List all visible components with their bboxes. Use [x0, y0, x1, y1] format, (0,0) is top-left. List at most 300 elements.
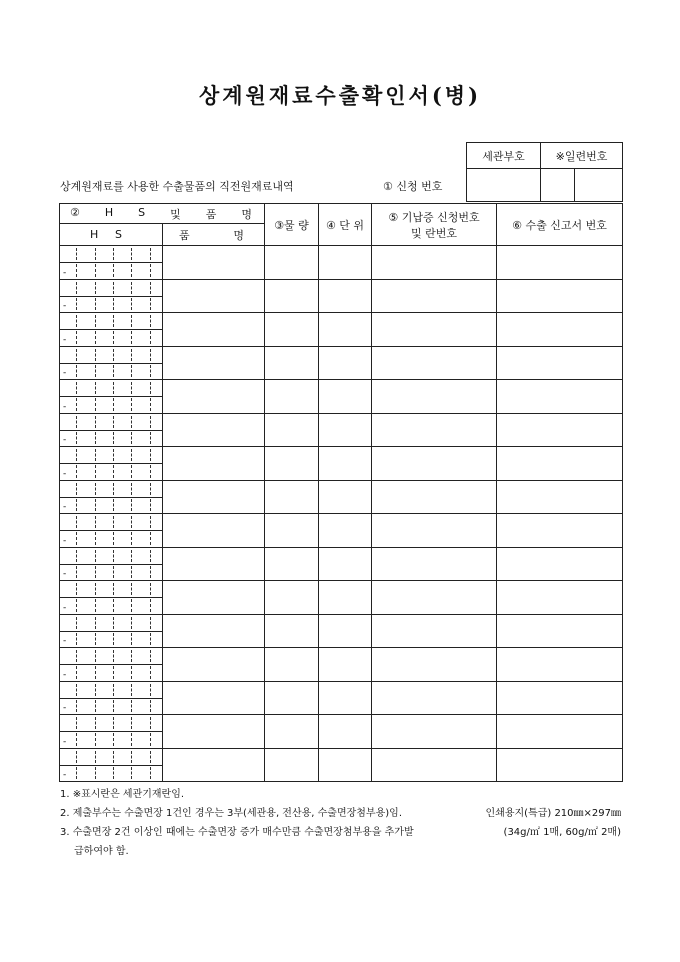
hs-digit-divider [131, 516, 132, 528]
quantity-cell[interactable] [265, 346, 319, 380]
item-name-cell[interactable] [163, 547, 265, 581]
refund-number-cell[interactable] [372, 547, 497, 581]
header-text: 명 [233, 228, 244, 242]
unit-cell[interactable] [319, 614, 372, 648]
refund-number-cell[interactable] [372, 614, 497, 648]
hs-digit-divider [150, 298, 151, 310]
hs-digit-divider [95, 365, 96, 377]
item-name-cell[interactable] [163, 380, 265, 414]
quantity-cell[interactable] [265, 748, 319, 782]
table-row [60, 681, 623, 715]
hs-digit-divider [95, 550, 96, 562]
item-name-cell[interactable] [163, 614, 265, 648]
hs-minus-sign: - [63, 770, 67, 780]
hs-digit-divider [150, 684, 151, 696]
hs-digit-divider [113, 566, 114, 578]
quantity-cell[interactable] [265, 715, 319, 749]
hs-digit-divider [131, 617, 132, 629]
hs-minus-sign: - [63, 736, 67, 747]
hs-digit-divider [76, 432, 77, 444]
item-name-cell[interactable] [163, 514, 265, 548]
hs-code-upper [60, 447, 162, 464]
hs-code-lower [60, 296, 162, 312]
header-text: ② [70, 205, 80, 219]
hs-digit-divider [131, 650, 132, 662]
quantity-cell[interactable] [265, 648, 319, 682]
hs-code-cell[interactable] [60, 748, 163, 782]
hs-digit-divider [95, 633, 96, 645]
unit-cell[interactable] [319, 748, 372, 782]
table-row [60, 413, 623, 447]
hs-digit-divider [76, 599, 77, 611]
refund-number-cell[interactable] [372, 581, 497, 615]
header-text: S [115, 228, 122, 241]
quantity-cell[interactable] [265, 413, 319, 447]
quantity-cell[interactable] [265, 614, 319, 648]
hs-code-cell[interactable] [60, 447, 163, 481]
hs-digit-divider [113, 617, 114, 629]
hs-code-lower [60, 463, 162, 479]
hs-digit-divider [150, 483, 151, 495]
header-text: 품 [205, 207, 217, 221]
hs-digit-divider [113, 315, 114, 327]
application-number-label: ① 신청 번호 [383, 180, 443, 193]
hs-digit-divider [113, 449, 114, 461]
table-row [60, 447, 623, 481]
hs-digit-divider [150, 617, 151, 629]
unit-cell[interactable] [319, 581, 372, 615]
hs-code-cell[interactable] [60, 715, 163, 749]
hs-digit-divider [76, 532, 77, 544]
hs-code-cell[interactable] [60, 313, 163, 347]
hs-digit-divider [113, 717, 114, 729]
unit-cell[interactable] [319, 246, 372, 280]
hs-code-upper [60, 749, 162, 766]
hs-digit-divider [150, 532, 151, 544]
hs-code-cell[interactable] [60, 346, 163, 380]
hs-minus-sign: - [63, 502, 67, 512]
hs-code-cell[interactable] [60, 681, 163, 715]
header-text: H [90, 228, 99, 241]
export-declaration-cell[interactable] [497, 648, 623, 682]
hs-digit-divider [150, 416, 151, 428]
hs-digit-divider [76, 516, 77, 528]
refund-number-cell[interactable] [372, 648, 497, 682]
quantity-cell[interactable] [265, 380, 319, 414]
hs-digit-divider [76, 465, 77, 477]
hs-digit-divider [131, 717, 132, 729]
hs-digit-divider [113, 483, 114, 495]
unit-cell[interactable] [319, 313, 372, 347]
hs-digit-divider [76, 264, 77, 276]
table-row [60, 514, 623, 548]
quantity-cell[interactable] [265, 313, 319, 347]
item-name-cell[interactable] [163, 246, 265, 280]
item-name-cell[interactable] [163, 447, 265, 481]
hs-code-lower [60, 363, 162, 379]
hs-code-cell[interactable] [60, 614, 163, 648]
hs-digit-divider [95, 516, 96, 528]
refund-number-cell[interactable] [372, 715, 497, 749]
hs-digit-divider [95, 432, 96, 444]
hs-code-lower [60, 597, 162, 613]
item-name-cell[interactable] [163, 346, 265, 380]
hs-digit-divider [76, 566, 77, 578]
hs-digit-divider [150, 751, 151, 763]
hs-digit-divider [76, 666, 77, 678]
hs-digit-divider [76, 315, 77, 327]
hs-digit-divider [95, 282, 96, 294]
hs-digit-divider [150, 633, 151, 645]
serial-number-field-2[interactable] [575, 169, 623, 202]
hs-digit-divider [113, 684, 114, 696]
unit-cell[interactable] [319, 380, 372, 414]
export-declaration-cell[interactable] [497, 614, 623, 648]
hs-digit-divider [150, 331, 151, 343]
page-title: 상계원재료수출확인서(병) [198, 83, 482, 108]
hs-digit-divider [95, 382, 96, 394]
hs-code-cell[interactable] [60, 413, 163, 447]
hs-digit-divider [150, 432, 151, 444]
hs-digit-divider [113, 499, 114, 511]
unit-cell[interactable] [319, 547, 372, 581]
hs-digit-divider [76, 617, 77, 629]
hs-code-cell[interactable] [60, 581, 163, 615]
hs-digit-divider [150, 717, 151, 729]
refund-number-cell[interactable] [372, 514, 497, 548]
hs-digit-divider [131, 700, 132, 712]
quantity-cell[interactable] [265, 279, 319, 313]
export-declaration-cell[interactable] [497, 279, 623, 313]
refund-number-cell[interactable] [372, 447, 497, 481]
unit-header: ④ 단 위 [319, 204, 372, 246]
hs-digit-divider [76, 499, 77, 511]
hs-code-upper [60, 414, 162, 431]
unit-cell[interactable] [319, 413, 372, 447]
hs-digit-divider [95, 751, 96, 763]
hs-minus-sign: - [63, 301, 67, 311]
hs-digit-divider [95, 700, 96, 712]
export-declaration-cell[interactable] [497, 581, 623, 615]
hs-digit-divider [113, 465, 114, 477]
hs-digit-divider [150, 599, 151, 611]
quantity-cell[interactable] [265, 480, 319, 514]
export-declaration-cell[interactable] [497, 547, 623, 581]
refund-number-cell[interactable] [372, 246, 497, 280]
hs-minus-sign: - [63, 368, 67, 378]
hs-digit-divider [76, 248, 77, 260]
hs-digit-divider [95, 532, 96, 544]
hs-digit-divider [150, 566, 151, 578]
hs-digit-divider [113, 516, 114, 528]
table-row [60, 748, 623, 782]
hs-minus-sign: - [63, 602, 67, 613]
hs-code-cell[interactable] [60, 279, 163, 313]
unit-cell[interactable] [319, 447, 372, 481]
hs-code-upper [60, 347, 162, 364]
hs-digit-divider [113, 700, 114, 712]
hs-digit-divider [95, 767, 96, 779]
hs-digit-divider [76, 349, 77, 361]
note-4: 급하여야 함. [74, 846, 129, 857]
hs-digit-divider [113, 398, 114, 410]
hs-digit-divider [131, 733, 132, 745]
hs-code-upper [60, 280, 162, 297]
hs-digit-divider [95, 449, 96, 461]
hs-digit-divider [113, 282, 114, 294]
quantity-cell[interactable] [265, 447, 319, 481]
hs-digit-divider [76, 583, 77, 595]
hs-digit-divider [76, 733, 77, 745]
quantity-header: ③물 량 [265, 204, 319, 246]
customs-code-label: 세관부호 [467, 143, 541, 169]
refund-number-cell[interactable] [372, 279, 497, 313]
hs-minus-sign: - [63, 468, 67, 479]
hs-digit-divider [131, 684, 132, 696]
hs-digit-divider [150, 449, 151, 461]
export-declaration-cell[interactable] [497, 413, 623, 447]
hs-digit-divider [95, 398, 96, 410]
unit-cell[interactable] [319, 681, 372, 715]
hs-digit-divider [150, 583, 151, 595]
note-1: 1. ※표시란은 세관기재란임. [60, 789, 185, 800]
paper-spec-line-2: (34g/㎡ 1매, 60g/㎡ 2매) [503, 827, 621, 838]
hs-digit-divider [150, 650, 151, 662]
hs-digit-divider [95, 331, 96, 343]
refund-number-cell[interactable] [372, 480, 497, 514]
hs-digit-divider [131, 550, 132, 562]
hs-code-lower [60, 530, 162, 546]
hs-digit-divider [76, 751, 77, 763]
item-name-cell[interactable] [163, 581, 265, 615]
table-row [60, 715, 623, 749]
item-name-cell[interactable] [163, 681, 265, 715]
table-row [60, 480, 623, 514]
hs-digit-divider [95, 599, 96, 611]
hs-digit-divider [113, 650, 114, 662]
refund-number-cell[interactable] [372, 748, 497, 782]
hs-code-upper [60, 682, 162, 699]
hs-digit-divider [150, 499, 151, 511]
header-text: 및 [170, 207, 181, 221]
hs-minus-sign: - [63, 669, 67, 680]
table-row [60, 313, 623, 347]
hs-digit-divider [131, 666, 132, 678]
hs-digit-divider [131, 767, 132, 779]
header-text: 품 [179, 228, 190, 242]
hs-digit-divider [113, 264, 114, 276]
hs-digit-divider [131, 298, 132, 310]
hs-digit-divider [150, 700, 151, 712]
hs-code-upper [60, 548, 162, 565]
hs-minus-sign: - [63, 401, 67, 412]
unit-cell[interactable] [319, 279, 372, 313]
refund-number-cell[interactable] [372, 346, 497, 380]
unit-cell[interactable] [319, 715, 372, 749]
hs-digit-divider [76, 331, 77, 343]
export-declaration-cell[interactable] [497, 715, 623, 749]
hs-digit-divider [95, 483, 96, 495]
hs-digit-divider [113, 416, 114, 428]
hs-digit-divider [131, 365, 132, 377]
hs-subheader [60, 224, 163, 246]
unit-cell[interactable] [319, 480, 372, 514]
hs-code-lower [60, 396, 162, 412]
hs-digit-divider [95, 298, 96, 310]
hs-code-cell[interactable] [60, 648, 163, 682]
hs-digit-divider [150, 382, 151, 394]
hs-code-lower [60, 329, 162, 345]
hs-code-cell[interactable] [60, 480, 163, 514]
item-name-subheader [163, 224, 265, 246]
hs-digit-divider [76, 365, 77, 377]
refund-number-cell[interactable] [372, 313, 497, 347]
hs-digit-divider [150, 264, 151, 276]
note-2: 2. 제출부수는 수출면장 1건인 경우는 3부(세관용, 전산용, 수출면장첨부용)임. [60, 808, 402, 819]
hs-code-cell[interactable] [60, 380, 163, 414]
item-name-cell[interactable] [163, 480, 265, 514]
hs-digit-divider [76, 633, 77, 645]
hs-digit-divider [150, 516, 151, 528]
item-name-cell[interactable] [163, 279, 265, 313]
hs-digit-divider [95, 650, 96, 662]
serial-number-field-1[interactable] [541, 169, 575, 202]
hs-code-upper [60, 581, 162, 598]
hs-digit-divider [131, 315, 132, 327]
hs-digit-divider [113, 666, 114, 678]
hs-digit-divider [150, 398, 151, 410]
unit-cell[interactable] [319, 514, 372, 548]
quantity-cell[interactable] [265, 246, 319, 280]
hs-code-upper [60, 514, 162, 531]
hs-minus-sign: - [63, 334, 67, 345]
hs-code-cell[interactable] [60, 246, 163, 280]
hs-digit-divider [150, 666, 151, 678]
hs-digit-divider [76, 650, 77, 662]
hs-minus-sign: - [63, 703, 67, 713]
quantity-cell[interactable] [265, 581, 319, 615]
hs-digit-divider [131, 499, 132, 511]
hs-digit-divider [131, 282, 132, 294]
table-row [60, 547, 623, 581]
hs-code-lower [60, 731, 162, 747]
table-row [60, 246, 623, 280]
header-text: H [104, 205, 114, 219]
hs-digit-divider [131, 416, 132, 428]
hs-digit-divider [113, 365, 114, 377]
header-text: 명 [241, 207, 252, 221]
export-declaration-cell[interactable] [497, 748, 623, 782]
hs-digit-divider [113, 382, 114, 394]
hs-digit-divider [76, 449, 77, 461]
paper-spec-line-1: 인쇄용지(특급) 210㎜×297㎜ [485, 808, 621, 819]
table-row [60, 380, 623, 414]
export-declaration-cell[interactable] [497, 681, 623, 715]
item-name-cell[interactable] [163, 648, 265, 682]
hs-digit-divider [113, 532, 114, 544]
hs-code-cell[interactable] [60, 514, 163, 548]
hs-digit-divider [95, 583, 96, 595]
item-name-cell[interactable] [163, 313, 265, 347]
hs-digit-divider [131, 465, 132, 477]
hs-digit-divider [95, 566, 96, 578]
hs-digit-divider [76, 717, 77, 729]
hs-digit-divider [113, 550, 114, 562]
export-declaration-cell[interactable] [497, 380, 623, 414]
hs-code-lower [60, 765, 162, 781]
customs-box [466, 142, 622, 202]
hs-digit-divider [131, 382, 132, 394]
refund-number-cell[interactable] [372, 380, 497, 414]
quantity-cell[interactable] [265, 681, 319, 715]
hs-digit-divider [95, 499, 96, 511]
hs-code-lower [60, 497, 162, 513]
refund-number-cell[interactable] [372, 413, 497, 447]
refund-number-header-line2: 및 란번호 [410, 226, 457, 240]
hs-code-cell[interactable] [60, 547, 163, 581]
hs-minus-sign: - [63, 569, 67, 579]
customs-code-field[interactable] [467, 169, 541, 202]
item-name-cell[interactable] [163, 413, 265, 447]
hs-digit-divider [113, 633, 114, 645]
hs-digit-divider [113, 298, 114, 310]
export-declaration-cell[interactable] [497, 346, 623, 380]
hs-digit-divider [150, 550, 151, 562]
hs-code-upper [60, 481, 162, 498]
hs-digit-divider [131, 248, 132, 260]
hs-code-upper [60, 715, 162, 732]
hs-digit-divider [131, 566, 132, 578]
unit-cell[interactable] [319, 346, 372, 380]
hs-digit-divider [76, 298, 77, 310]
hs-code-upper [60, 648, 162, 665]
table-row [60, 279, 623, 313]
hs-digit-divider [113, 751, 114, 763]
export-declaration-cell[interactable] [497, 313, 623, 347]
hs-code-lower [60, 631, 162, 647]
hs-digit-divider [131, 751, 132, 763]
export-declaration-cell[interactable] [497, 246, 623, 280]
hs-digit-divider [95, 315, 96, 327]
hs-digit-divider [131, 532, 132, 544]
hs-digit-divider [131, 264, 132, 276]
item-name-cell[interactable] [163, 748, 265, 782]
hs-code-lower [60, 430, 162, 446]
hs-digit-divider [150, 315, 151, 327]
export-declaration-cell[interactable] [497, 514, 623, 548]
export-declaration-cell[interactable] [497, 447, 623, 481]
hs-code-upper [60, 246, 162, 263]
export-declaration-header: ⑥ 수출 신고서 번호 [497, 204, 623, 246]
table-row [60, 614, 623, 648]
hs-minus-sign: - [63, 267, 67, 278]
quantity-cell[interactable] [265, 547, 319, 581]
export-declaration-cell[interactable] [497, 480, 623, 514]
hs-digit-divider [113, 349, 114, 361]
item-name-cell[interactable] [163, 715, 265, 749]
unit-cell[interactable] [319, 648, 372, 682]
hs-digit-divider [131, 483, 132, 495]
hs-code-upper [60, 615, 162, 632]
hs-digit-divider [76, 550, 77, 562]
hs-digit-divider [95, 264, 96, 276]
hs-digit-divider [95, 349, 96, 361]
hs-digit-divider [150, 248, 151, 260]
refund-number-cell[interactable] [372, 681, 497, 715]
hs-digit-divider [150, 349, 151, 361]
refund-number-header-line1: ⑤ 기납증 신청번호 [388, 210, 480, 224]
quantity-cell[interactable] [265, 514, 319, 548]
